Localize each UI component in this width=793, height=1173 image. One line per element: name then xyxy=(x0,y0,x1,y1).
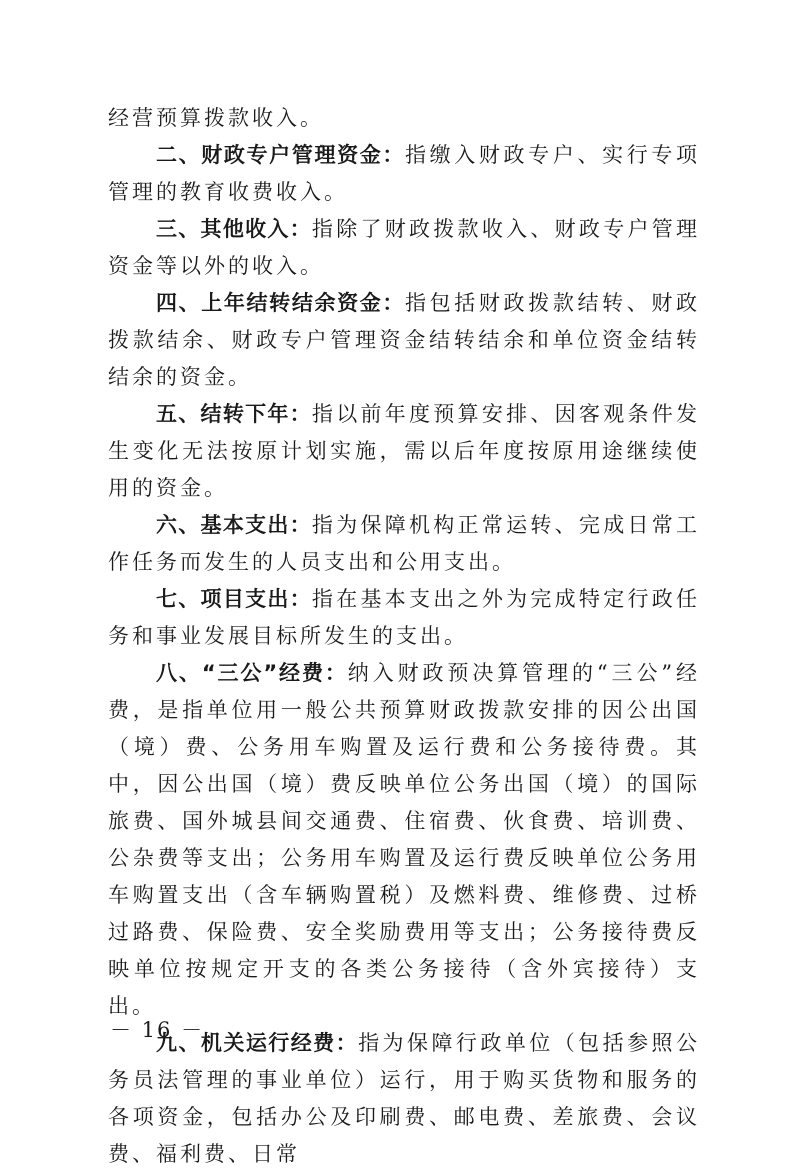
paragraph-9 xyxy=(108,1025,700,1173)
paragraph-7 xyxy=(108,581,700,655)
paragraph-3-term: 三、其他收入： xyxy=(156,217,312,241)
paragraph-4-text: 指包括财政拨款结转、财政拨款结余、财政专户管理资金结转结余和单位资金结转结余的资金。 xyxy=(108,291,700,389)
paragraph-4 xyxy=(108,285,700,396)
paragraph-3-text: 指除了财政拨款收入、财政专户管理资金等以外的收入。 xyxy=(108,217,701,278)
paragraph-5-term: 五、结转下年： xyxy=(156,402,312,426)
paragraph-9-term: 九、机关运行经费： xyxy=(156,1031,359,1055)
paragraph-5 xyxy=(108,396,700,507)
paragraph-2-term: 二、财政专户管理资金： xyxy=(156,143,405,167)
paragraph-8 xyxy=(108,655,700,1025)
paragraph-3 xyxy=(108,211,700,285)
paragraph-9-text: 指为保障行政单位（包括参照公务员法管理的事业单位）运行，用于购买货物和服务的各项资金，包括办公及印刷费、邮电费、差旅费、会议费、福利费、日常 xyxy=(108,1031,701,1166)
page-body xyxy=(108,100,700,1173)
paragraph-7-term: 七、项目支出： xyxy=(156,587,312,611)
paragraph-7-text: 指在基本支出之外为完成特定行政任务和事业发展目标所发生的支出。 xyxy=(108,587,701,648)
paragraph-6 xyxy=(108,507,700,581)
paragraph-2 xyxy=(108,137,700,211)
paragraph-5-text: 指以前年度预算安排、因客观条件发生变化无法按原计划实施，需以后年度按原用途继续使用的资金。 xyxy=(108,402,701,500)
paragraph-8-text: 纳入财政预决算管理的“三公”经费，是指单位用一般公共预算财政拨款安排的因公出国（境）费、公务用车购置及运行费和公务接待费。其中，因公出国（境）费反映单位公务出国（境）的国际旅费、国外城县间交通费、住宿费、伙食费、培训费、公杂费等支出；公务用车购置及运行费反映单位公务用车购置支出（含车辆购置税）及燃料费、维修费、过桥过路费、保险费、安全奖励费用等支出；公务接待费反映单位按规定开支的各类公务接待（含外宾接待）支出。 xyxy=(108,661,700,1018)
paragraph-1-text: 经营预算拨款收入。 xyxy=(108,106,324,130)
paragraph-6-text: 指为保障机构正常运转、完成日常工作任务而发生的人员支出和公用支出。 xyxy=(108,513,701,574)
paragraph-6-term: 六、基本支出： xyxy=(156,513,312,537)
paragraph-1 xyxy=(108,100,700,137)
paragraph-8-term: 八、“三公”经费： xyxy=(156,661,348,685)
page-number: － 16 － xyxy=(110,1018,205,1042)
paragraph-4-term: 四、上年结转结余资金： xyxy=(156,291,405,315)
paragraph-2-text: 指缴入财政专户、实行专项管理的教育收费收入。 xyxy=(108,143,700,204)
